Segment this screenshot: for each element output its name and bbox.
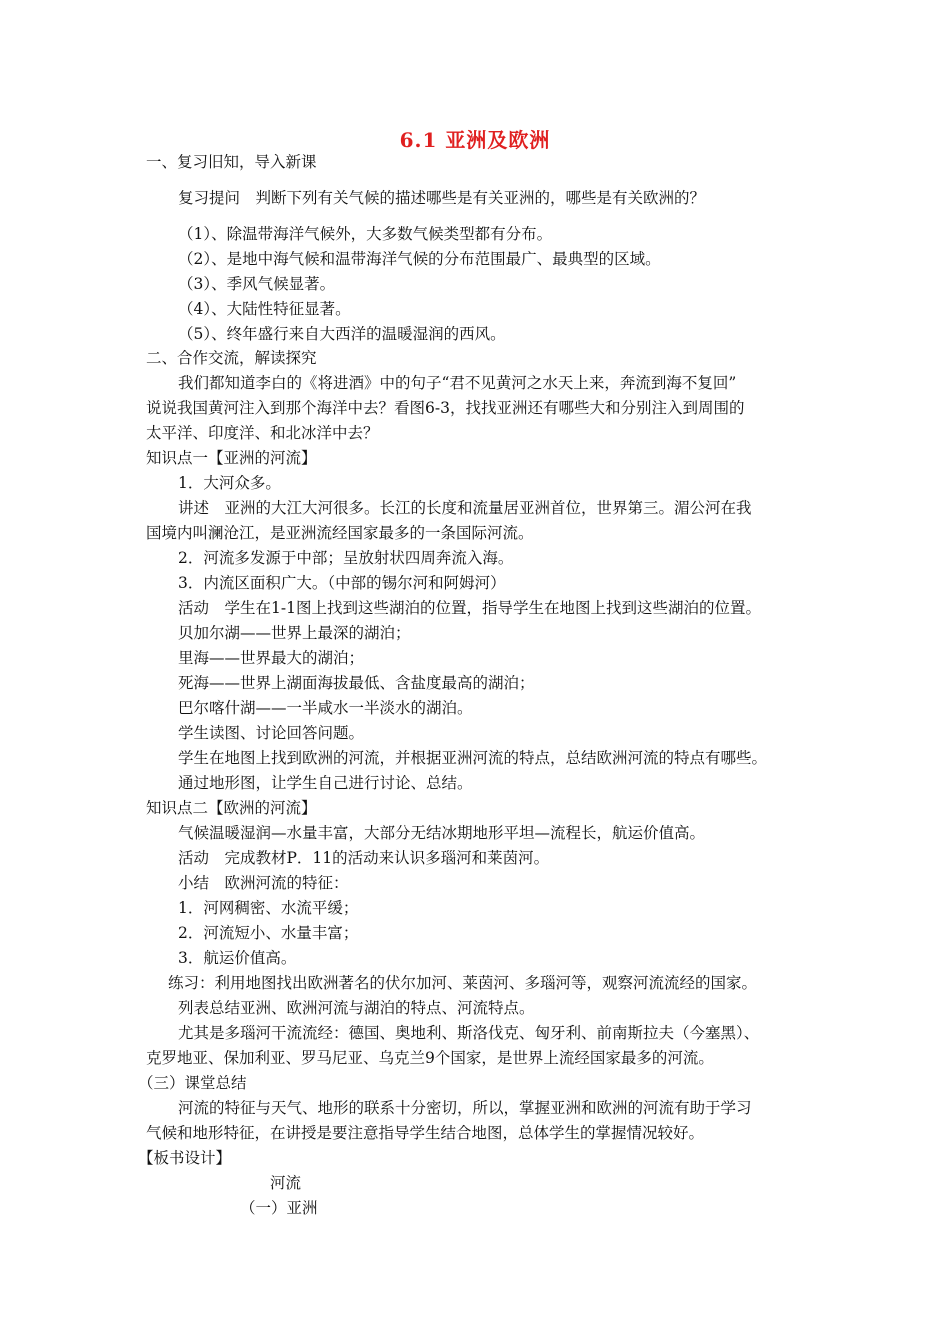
- europe-line-1: 气候温暖湿润—水量丰富，大部分无结冰期地形平坦—流程长，航运价值高。: [178, 824, 706, 842]
- asia-point-1: 1．大河众多。: [178, 474, 281, 492]
- europe-feature-2: 2．河流短小、水量丰富；: [178, 924, 359, 942]
- page-title: 6.1 亚洲及欧洲: [399, 128, 551, 152]
- knowledge-point-1-heading: 知识点一【亚洲的河流】: [146, 449, 317, 467]
- exercise-line-1: 练习：利用地图找出欧洲著名的伏尔加河、莱茵河、多瑙河等，观察河流流经的国家。: [168, 974, 758, 992]
- danube-line-1: 尤其是多瑙河干流流经：德国、奥地利、斯洛伐克、匈牙利、前南斯拉夫（今塞黑）、: [178, 1024, 760, 1042]
- asia-description-line-2: 国境内叫澜沧江，是亚洲流经国家最多的一条国际河流。: [146, 524, 534, 542]
- intro-paragraph-line-1: 我们都知道李白的《将进酒》中的句子“君不见黄河之水天上来，奔流到海不复回”: [178, 374, 737, 392]
- review-question: 复习提问 判断下列有关气候的描述哪些是有关亚洲的，哪些是有关欧洲的？: [178, 189, 706, 207]
- section-heading-1: 一、复习旧知，导入新课: [146, 153, 317, 171]
- knowledge-point-2-heading: 知识点二【欧洲的河流】: [146, 799, 317, 817]
- climate-item-1: （1）、除温带海洋气候外，大多数气候类型都有分布。: [178, 225, 553, 243]
- europe-feature-1: 1．河网稠密、水流平缓；: [178, 899, 359, 917]
- student-activity-1: 学生读图、讨论回答问题。: [178, 724, 365, 742]
- board-item-asia: （一）亚洲: [240, 1199, 318, 1217]
- lake-item-3: 死海——世界上湖面海拔最低、含盐度最高的湖泊；: [178, 674, 535, 692]
- student-activity-2: 学生在地图上找到欧洲的河流，并根据亚洲河流的特点，总结欧洲河流的特点有哪些。: [178, 749, 768, 767]
- intro-paragraph-line-3: 太平洋、印度洋、和北冰洋中去？: [146, 424, 379, 442]
- climate-item-5: （5）、终年盛行来自大西洋的温暖湿润的西风。: [178, 325, 506, 343]
- europe-line-2: 活动 完成教材P．11的活动来认识多瑙河和莱茵河。: [178, 849, 550, 867]
- intro-paragraph-line-2: 说说我国黄河注入到那个海洋中去？看图6-3，找找亚洲还有哪些大和分别注入到周围的: [146, 399, 745, 417]
- student-activity-3: 通过地形图，让学生自己进行讨论、总结。: [178, 774, 473, 792]
- danube-line-2: 克罗地亚、保加利亚、罗马尼亚、乌克兰9个国家，是世界上流经国家最多的河流。: [146, 1049, 714, 1067]
- lake-item-4: 巴尔喀什湖——一半咸水一半淡水的湖泊。: [178, 699, 473, 717]
- lake-item-1: 贝加尔湖——世界上最深的湖泊；: [178, 624, 411, 642]
- asia-point-3: 3．内流区面积广大。（中部的锡尔河和阿姆河）: [178, 574, 506, 592]
- section-heading-2: 二、合作交流，解读探究: [146, 349, 317, 367]
- asia-description-line-1: 讲述 亚洲的大江大河很多。长江的长度和流量居亚洲首位，世界第三。湄公河在我: [178, 499, 752, 517]
- board-item-rivers: 河流: [270, 1174, 302, 1192]
- asia-point-2: 2．河流多发源于中部；呈放射状四周奔流入海。: [178, 549, 514, 567]
- summary-line-2: 气候和地形特征，在讲授是要注意指导学生结合地图，总体学生的掌握情况较好。: [146, 1124, 705, 1142]
- climate-item-4: （4）、大陆性特征显著。: [178, 300, 351, 318]
- exercise-line-2: 列表总结亚洲、欧洲河流与湖泊的特点、河流特点。: [178, 999, 535, 1017]
- summary-line-1: 河流的特征与天气、地形的联系十分密切，所以，掌握亚洲和欧洲的河流有助于学习: [178, 1099, 752, 1117]
- europe-feature-3: 3．航运价值高。: [178, 949, 297, 967]
- section-heading-3: （三）课堂总结: [138, 1074, 247, 1092]
- activity-line: 活动 学生在1-1图上找到这些湖泊的位置，指导学生在地图上找到这些湖泊的位置。: [178, 599, 761, 617]
- board-design-heading: 【板书设计】: [138, 1149, 232, 1167]
- europe-summary-heading: 小结 欧洲河流的特征：: [178, 874, 349, 892]
- lake-item-2: 里海——世界最大的湖泊；: [178, 649, 365, 667]
- climate-item-3: （3）、季风气候显著。: [178, 275, 336, 293]
- climate-item-2: （2）、是地中海气候和温带海洋气候的分布范围最广、最典型的区域。: [178, 250, 661, 268]
